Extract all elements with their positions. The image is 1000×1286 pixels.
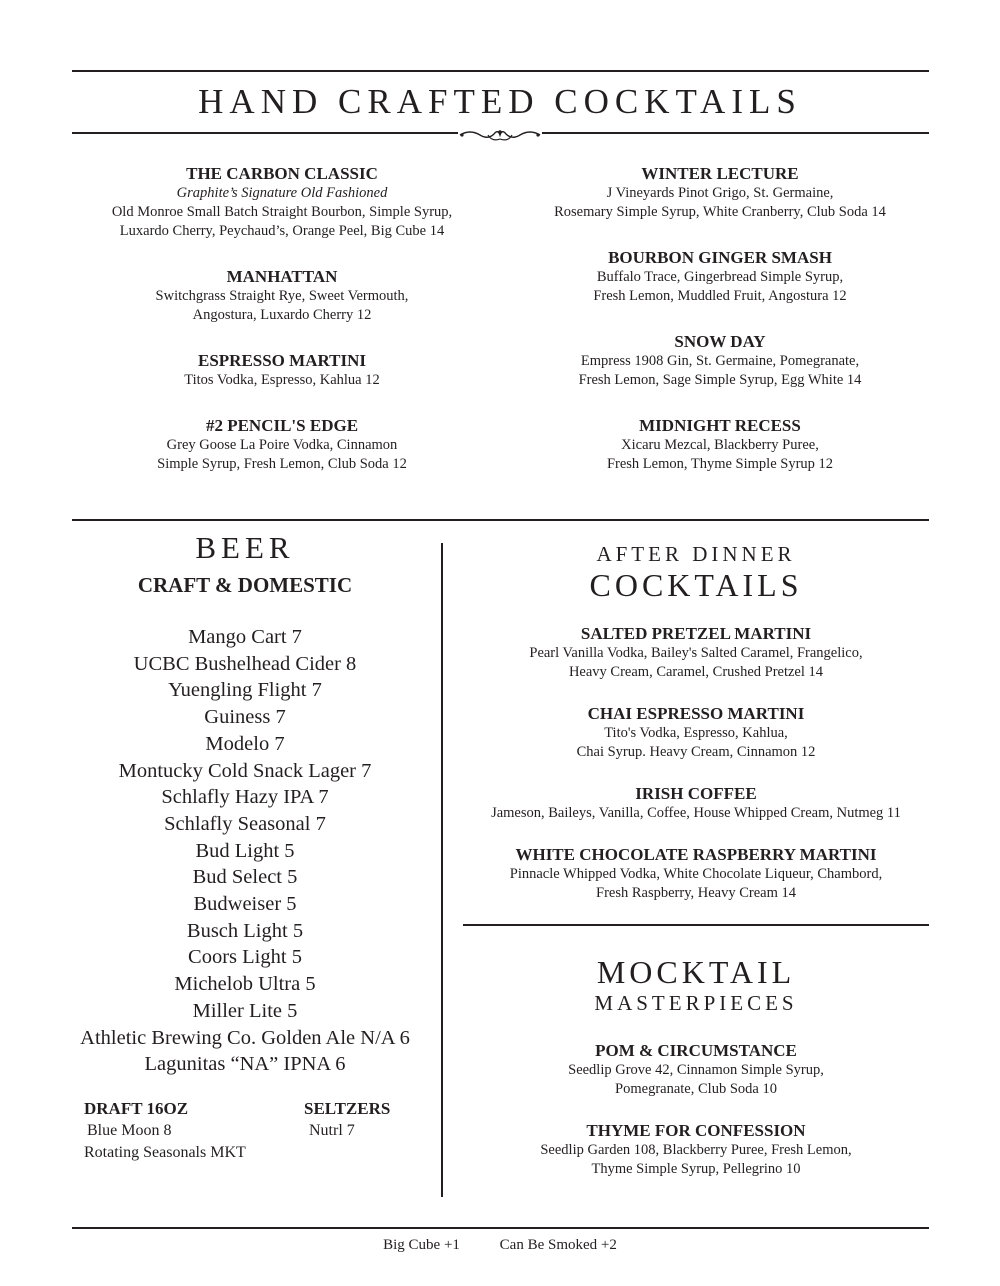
mocktail-desc-line: Pomegranate, Club Soda 10 bbox=[615, 1081, 777, 1097]
cocktails-left-column bbox=[72, 164, 492, 474]
cocktail-desc-line: Buffalo Trace, Gingerbread Simple Syrup, bbox=[596, 269, 844, 285]
column-divider bbox=[441, 543, 443, 1197]
cocktail-name: BOURBON GINGER SMASH bbox=[608, 248, 832, 267]
beer-item: Mango Cart 7 bbox=[188, 626, 302, 648]
cocktail-desc-line: Xicaru Mezcal, Blackberry Puree, bbox=[621, 437, 819, 453]
cocktail-item bbox=[72, 267, 492, 325]
beer-item: Lagunitas “NA” IPNA 6 bbox=[144, 1053, 346, 1076]
mocktail-item bbox=[465, 1041, 927, 1099]
beer-item: Schlafly Hazy IPA 7 bbox=[161, 786, 329, 809]
mocktail-name: POM & CIRCUMSTANCE bbox=[595, 1041, 797, 1060]
beer-section bbox=[60, 530, 430, 1078]
cocktail-name: #2 PENCIL'S EDGE bbox=[205, 416, 359, 435]
beer-subtitle: CRAFT & DOMESTIC bbox=[137, 573, 353, 597]
cocktail-desc-line: Fresh Raspberry, Heavy Cream 14 bbox=[596, 885, 796, 901]
after-dinner-item bbox=[465, 845, 927, 903]
cocktail-desc-line: Fresh Lemon, Thyme Simple Syrup 12 bbox=[606, 456, 834, 472]
cocktail-desc-line: Angostura, Luxardo Cherry 12 bbox=[192, 307, 372, 323]
cocktail-item bbox=[500, 248, 940, 306]
beer-item: Budweiser 5 bbox=[193, 893, 297, 916]
cocktail-name: ESPRESSO MARTINI bbox=[197, 351, 367, 370]
title-rule-left bbox=[72, 132, 458, 134]
beer-item: Bud Select 5 bbox=[192, 866, 298, 889]
footer-rule bbox=[72, 1227, 929, 1229]
cocktail-desc-line: Chai Syrup. Heavy Cream, Cinnamon 12 bbox=[576, 744, 816, 760]
cocktail-desc-line: Rosemary Simple Syrup, White Cranberry, Club Soda 14 bbox=[554, 204, 886, 220]
cocktail-desc-line: Old Monroe Small Batch Straight Bourbon, Simple Syrup, bbox=[111, 204, 453, 220]
mocktail-desc-line: Thyme Simple Syrup, Pellegrino 10 bbox=[591, 1161, 801, 1177]
cocktail-name: WHITE CHOCOLATE RASPBERRY MARTINI bbox=[515, 845, 877, 864]
after-dinner-heading-large: COCKTAILS bbox=[589, 567, 803, 603]
draft-line: Rotating Seasonals MKT bbox=[84, 1144, 246, 1161]
cocktail-desc-line: Heavy Cream, Caramel, Crushed Pretzel 14 bbox=[568, 664, 824, 680]
cocktail-item bbox=[500, 332, 940, 390]
cocktail-name: MANHATTAN bbox=[226, 267, 338, 286]
after-dinner-item bbox=[465, 704, 927, 762]
beer-item: Coors Light 5 bbox=[188, 946, 302, 969]
beer-item: Busch Light 5 bbox=[186, 919, 304, 942]
mocktail-item bbox=[465, 1121, 927, 1179]
mocktail-rule bbox=[463, 924, 929, 926]
seltzers-heading: SELTZERS bbox=[304, 1099, 391, 1118]
cocktail-desc-line: Switchgrass Straight Rye, Sweet Vermouth, bbox=[155, 288, 409, 304]
cocktail-item bbox=[500, 164, 940, 222]
cocktail-desc-line: Jameson, Baileys, Vanilla, Coffee, House Whipped Cream, Nutmeg 11 bbox=[491, 805, 901, 821]
cocktail-desc-line: Tito's Vodka, Espresso, Kahlua, bbox=[604, 725, 788, 741]
cocktail-desc-line: Fresh Lemon, Muddled Fruit, Angostura 12 bbox=[593, 288, 847, 304]
beer-title: BEER bbox=[195, 530, 295, 565]
draft-block bbox=[84, 1098, 294, 1164]
cocktail-desc-line: Simple Syrup, Fresh Lemon, Club Soda 12 bbox=[157, 456, 407, 472]
beer-list bbox=[60, 624, 430, 1078]
cocktail-name: CHAI ESPRESSO MARTINI bbox=[587, 704, 805, 723]
cocktail-name: THE CARBON CLASSIC bbox=[186, 164, 378, 183]
cocktail-subtitle: Graphite’s Signature Old Fashioned bbox=[176, 185, 388, 201]
cocktail-name: MIDNIGHT RECESS bbox=[639, 416, 801, 435]
cocktail-desc-line: Pearl Vanilla Vodka, Bailey's Salted Caramel, Frangelico, bbox=[529, 645, 863, 661]
after-dinner-item bbox=[465, 624, 927, 682]
beer-item: Montucky Cold Snack Lager 7 bbox=[118, 759, 372, 782]
beer-item: Schlafly Seasonal 7 bbox=[164, 812, 326, 835]
cocktail-desc-line: Grey Goose La Poire Vodka, Cinnamon bbox=[166, 437, 398, 453]
cocktail-item bbox=[72, 164, 492, 241]
page-title: HAND CRAFTED COCKTAILS bbox=[198, 82, 802, 121]
beer-item: Athletic Brewing Co. Golden Ale N/A 6 bbox=[80, 1026, 410, 1049]
cocktail-name: SNOW DAY bbox=[674, 332, 766, 351]
mocktail-heading-small: MASTERPIECES bbox=[594, 991, 798, 1015]
mocktail-heading-large: MOCKTAIL bbox=[596, 954, 796, 990]
after-dinner-heading-small: AFTER DINNER bbox=[596, 542, 796, 566]
seltzers-block bbox=[304, 1098, 424, 1142]
cocktail-name: WINTER LECTURE bbox=[641, 164, 799, 183]
cocktail-item bbox=[72, 351, 492, 390]
cocktail-desc-line: Titos Vodka, Espresso, Kahlua 12 bbox=[184, 372, 380, 388]
cocktail-item bbox=[500, 416, 940, 474]
footer-notes bbox=[0, 1237, 1000, 1254]
cocktail-item bbox=[72, 416, 492, 474]
beer-item: Bud Light 5 bbox=[195, 839, 295, 862]
title-rule-right bbox=[542, 132, 929, 134]
cocktail-name: SALTED PRETZEL MARTINI bbox=[580, 624, 812, 643]
top-rule bbox=[72, 70, 929, 72]
mocktail-desc-line: Seedlip Grove 42, Cinnamon Simple Syrup, bbox=[568, 1062, 824, 1078]
beer-item: Modelo 7 bbox=[205, 732, 285, 755]
cocktail-desc-line: Pinnacle Whipped Vodka, White Chocolate Liqueur, Chambord, bbox=[509, 866, 883, 882]
cocktail-desc-line: Luxardo Cherry, Peychaud’s, Orange Peel, Big Cube 14 bbox=[119, 223, 445, 239]
cocktail-desc-line: Fresh Lemon, Sage Simple Syrup, Egg White 14 bbox=[578, 372, 862, 388]
mocktail-section bbox=[465, 953, 927, 1179]
footer-smoked-note: Can Be Smoked +2 bbox=[499, 1237, 617, 1253]
seltzers-line: Nutrl 7 bbox=[309, 1122, 355, 1139]
mocktail-name: THYME FOR CONFESSION bbox=[586, 1121, 806, 1140]
cocktail-desc-line: J Vineyards Pinot Grigo, St. Germaine, bbox=[606, 185, 834, 201]
mocktail-desc-line: Seedlip Garden 108, Blackberry Puree, Fresh Lemon, bbox=[540, 1142, 852, 1158]
section-rule bbox=[72, 519, 929, 521]
cocktail-desc-line: Empress 1908 Gin, St. Germaine, Pomegranate, bbox=[580, 353, 860, 369]
after-dinner-section bbox=[465, 542, 927, 903]
after-dinner-item bbox=[465, 784, 927, 823]
draft-heading: DRAFT 16OZ bbox=[84, 1099, 189, 1118]
cocktails-right-column bbox=[500, 164, 940, 474]
draft-line: Blue Moon 8 bbox=[87, 1122, 172, 1139]
beer-item: Guiness 7 bbox=[204, 706, 286, 729]
ornament-flourish bbox=[458, 124, 542, 146]
cocktail-name: IRISH COFFEE bbox=[635, 784, 757, 803]
beer-item: Michelob Ultra 5 bbox=[174, 973, 316, 996]
beer-item: Miller Lite 5 bbox=[192, 999, 298, 1022]
footer-big-cube-note: Big Cube +1 bbox=[383, 1237, 460, 1253]
beer-item: UCBC Bushelhead Cider 8 bbox=[133, 652, 357, 675]
beer-item: Yuengling Flight 7 bbox=[168, 679, 322, 702]
